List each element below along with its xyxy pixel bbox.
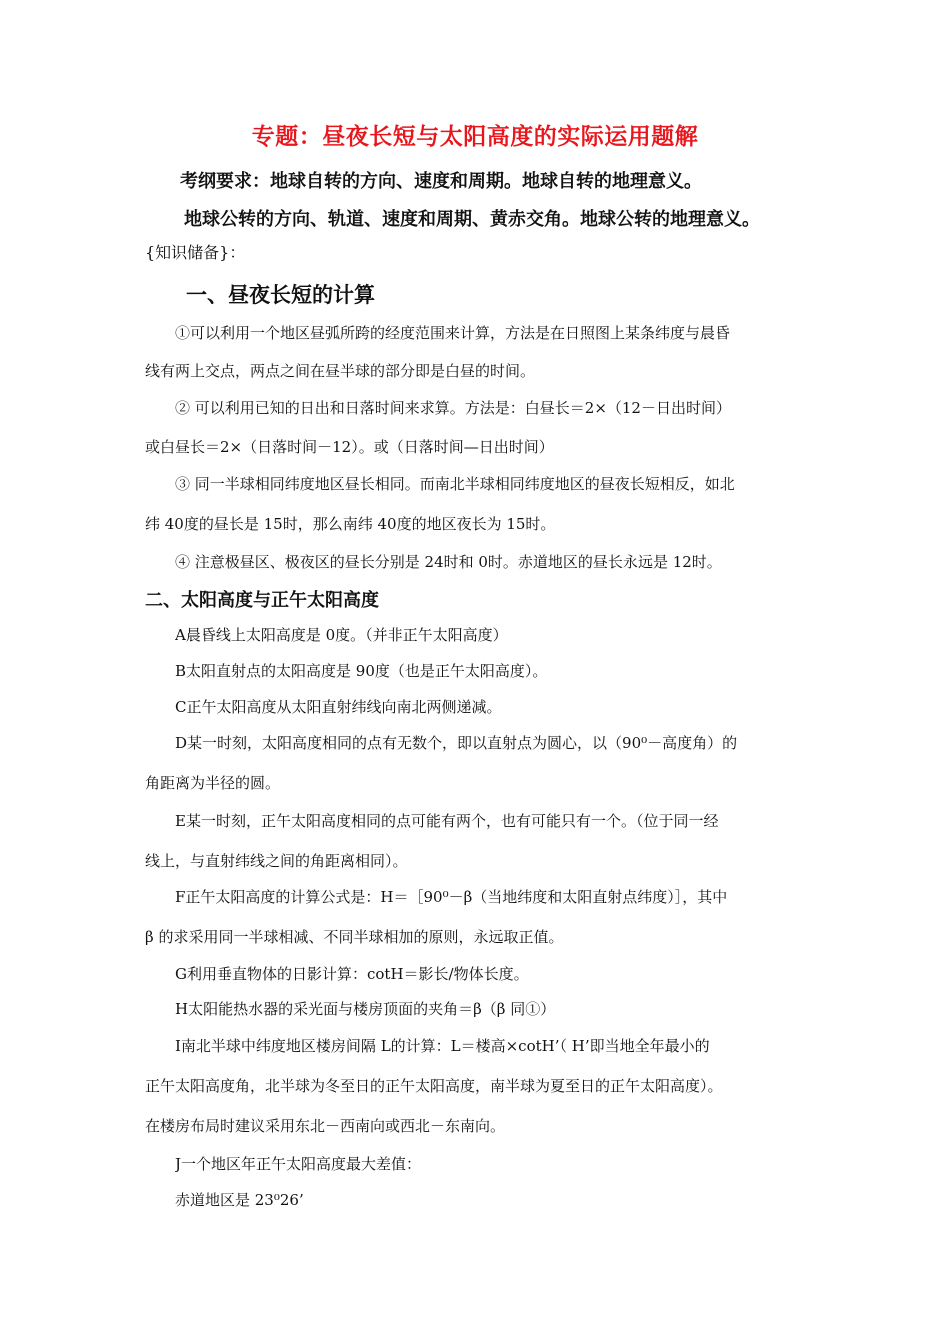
list-item: C正午太阳高度从太阳直射纬线向南北两侧递减。: [175, 698, 502, 716]
knowledge-label: {知识储备}：: [145, 243, 246, 262]
section-2-heading: 二、太阳高度与正午太阳高度: [145, 590, 379, 611]
section-1-heading: 一、昼夜长短的计算: [186, 283, 375, 307]
requirements-line-1: 考纲要求：地球自转的方向、速度和周期。地球自转的地理意义。: [180, 171, 702, 192]
paragraph-line: 纬 40度的昼长是 15时，那么南纬 40度的地区夜长为 15时。: [145, 515, 556, 533]
document-title: 专题：昼夜长短与太阳高度的实际运用题解: [251, 124, 699, 150]
paragraph-line: ② 可以利用已知的日出和日落时间来求算。方法是：白昼长＝2×（12－日出时间）: [175, 399, 731, 417]
list-item: 赤道地区是 23⁰26’: [175, 1191, 304, 1209]
paragraph-line: ①可以利用一个地区昼弧所跨的经度范围来计算，方法是在日照图上某条纬度与晨昏: [175, 324, 731, 342]
paragraph-line: ④ 注意极昼区、极夜区的昼长分别是 24时和 0时。赤道地区的昼长永远是 12时。: [175, 553, 722, 571]
list-item: B太阳直射点的太阳高度是 90度（也是正午太阳高度）。: [175, 662, 548, 680]
list-item: β 的求采用同一半球相减、不同半球相加的原则，永远取正值。: [145, 928, 564, 946]
paragraph-line: ③ 同一半球相同纬度地区昼长相同。而南北半球相同纬度地区的昼夜长短相反，如北: [175, 475, 735, 493]
list-item: 角距离为半径的圆。: [145, 774, 281, 792]
list-item: J一个地区年正午太阳高度最大差值：: [175, 1155, 422, 1173]
list-item: 线上，与直射纬线之间的角距离相同）。: [145, 852, 408, 870]
list-item: I南北半球中纬度地区楼房间隔 L的计算：L＝楼高×cotH’（ H’即当地全年最小的: [175, 1037, 710, 1055]
requirements-line-2: 地球公转的方向、轨道、速度和周期、黄赤交角。地球公转的地理意义。: [184, 209, 760, 230]
list-item: 正午太阳高度角，北半球为冬至日的正午太阳高度，南半球为夏至日的正午太阳高度）。: [145, 1077, 723, 1095]
list-item: F正午太阳高度的计算公式是：H＝［90⁰－β（当地纬度和太阳直射点纬度）］，其中: [175, 888, 728, 906]
list-item: 在楼房布局时建议采用东北－西南向或西北－东南向。: [145, 1117, 506, 1135]
list-item: G利用垂直物体的日影计算：cotH＝影长/物体长度。: [175, 965, 529, 983]
paragraph-line: 线有两上交点，两点之间在昼半球的部分即是白昼的时间。: [145, 362, 536, 380]
list-item: H太阳能热水器的采光面与楼房顶面的夹角＝β（β 同①）: [175, 1000, 556, 1018]
list-item: E某一时刻，正午太阳高度相同的点可能有两个，也有可能只有一个。（位于同一经: [175, 812, 719, 830]
list-item: D某一时刻，太阳高度相同的点有无数个，即以直射点为圆心，以（90⁰－高度角）的: [175, 734, 738, 752]
paragraph-line: 或白昼长＝2×（日落时间－12）。或（日落时间—日出时间）: [145, 438, 554, 456]
list-item: A晨昏线上太阳高度是 0度。（并非正午太阳高度）: [175, 626, 508, 644]
